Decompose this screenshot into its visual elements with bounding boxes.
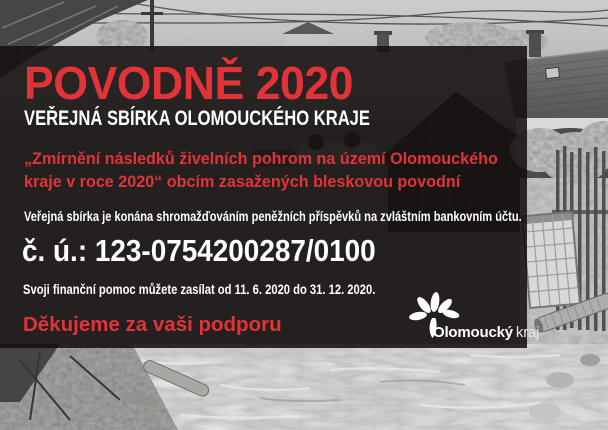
collection-purpose <box>24 147 498 193</box>
collection-purpose-line2: kraje v roce 2020“ obcím zasažených bleskovou povodní <box>24 172 461 191</box>
collection-purpose-line1: „Zmírnění následků živelních pohrom na území Olomouckého <box>24 149 498 168</box>
poster-subtitle: VEŘEJNÁ SBÍRKA OLOMOUCKÉHO KRAJE <box>24 107 370 130</box>
collection-info-text: Veřejná sbírka je konána shromažďováním peněžních příspěvků na zvláštním bankovním účtu. <box>24 209 522 224</box>
logo-text <box>433 324 539 341</box>
bank-account-number: č. ú.: 123-0754200287/0100 <box>22 233 376 268</box>
thank-you-text: Děkujeme za vaši podporu <box>23 313 282 336</box>
poster-title: POVODNĚ 2020 <box>24 57 353 109</box>
olomoucky-kraj-logo <box>406 291 540 345</box>
donation-period-text: Svoji finanční pomoc můžete zasílat od 11. 6. 2020 do 31. 12. 2020. <box>23 281 376 297</box>
logo-region-suffix: kraj <box>515 324 540 341</box>
logo-region-name: Olomoucký <box>433 324 513 341</box>
